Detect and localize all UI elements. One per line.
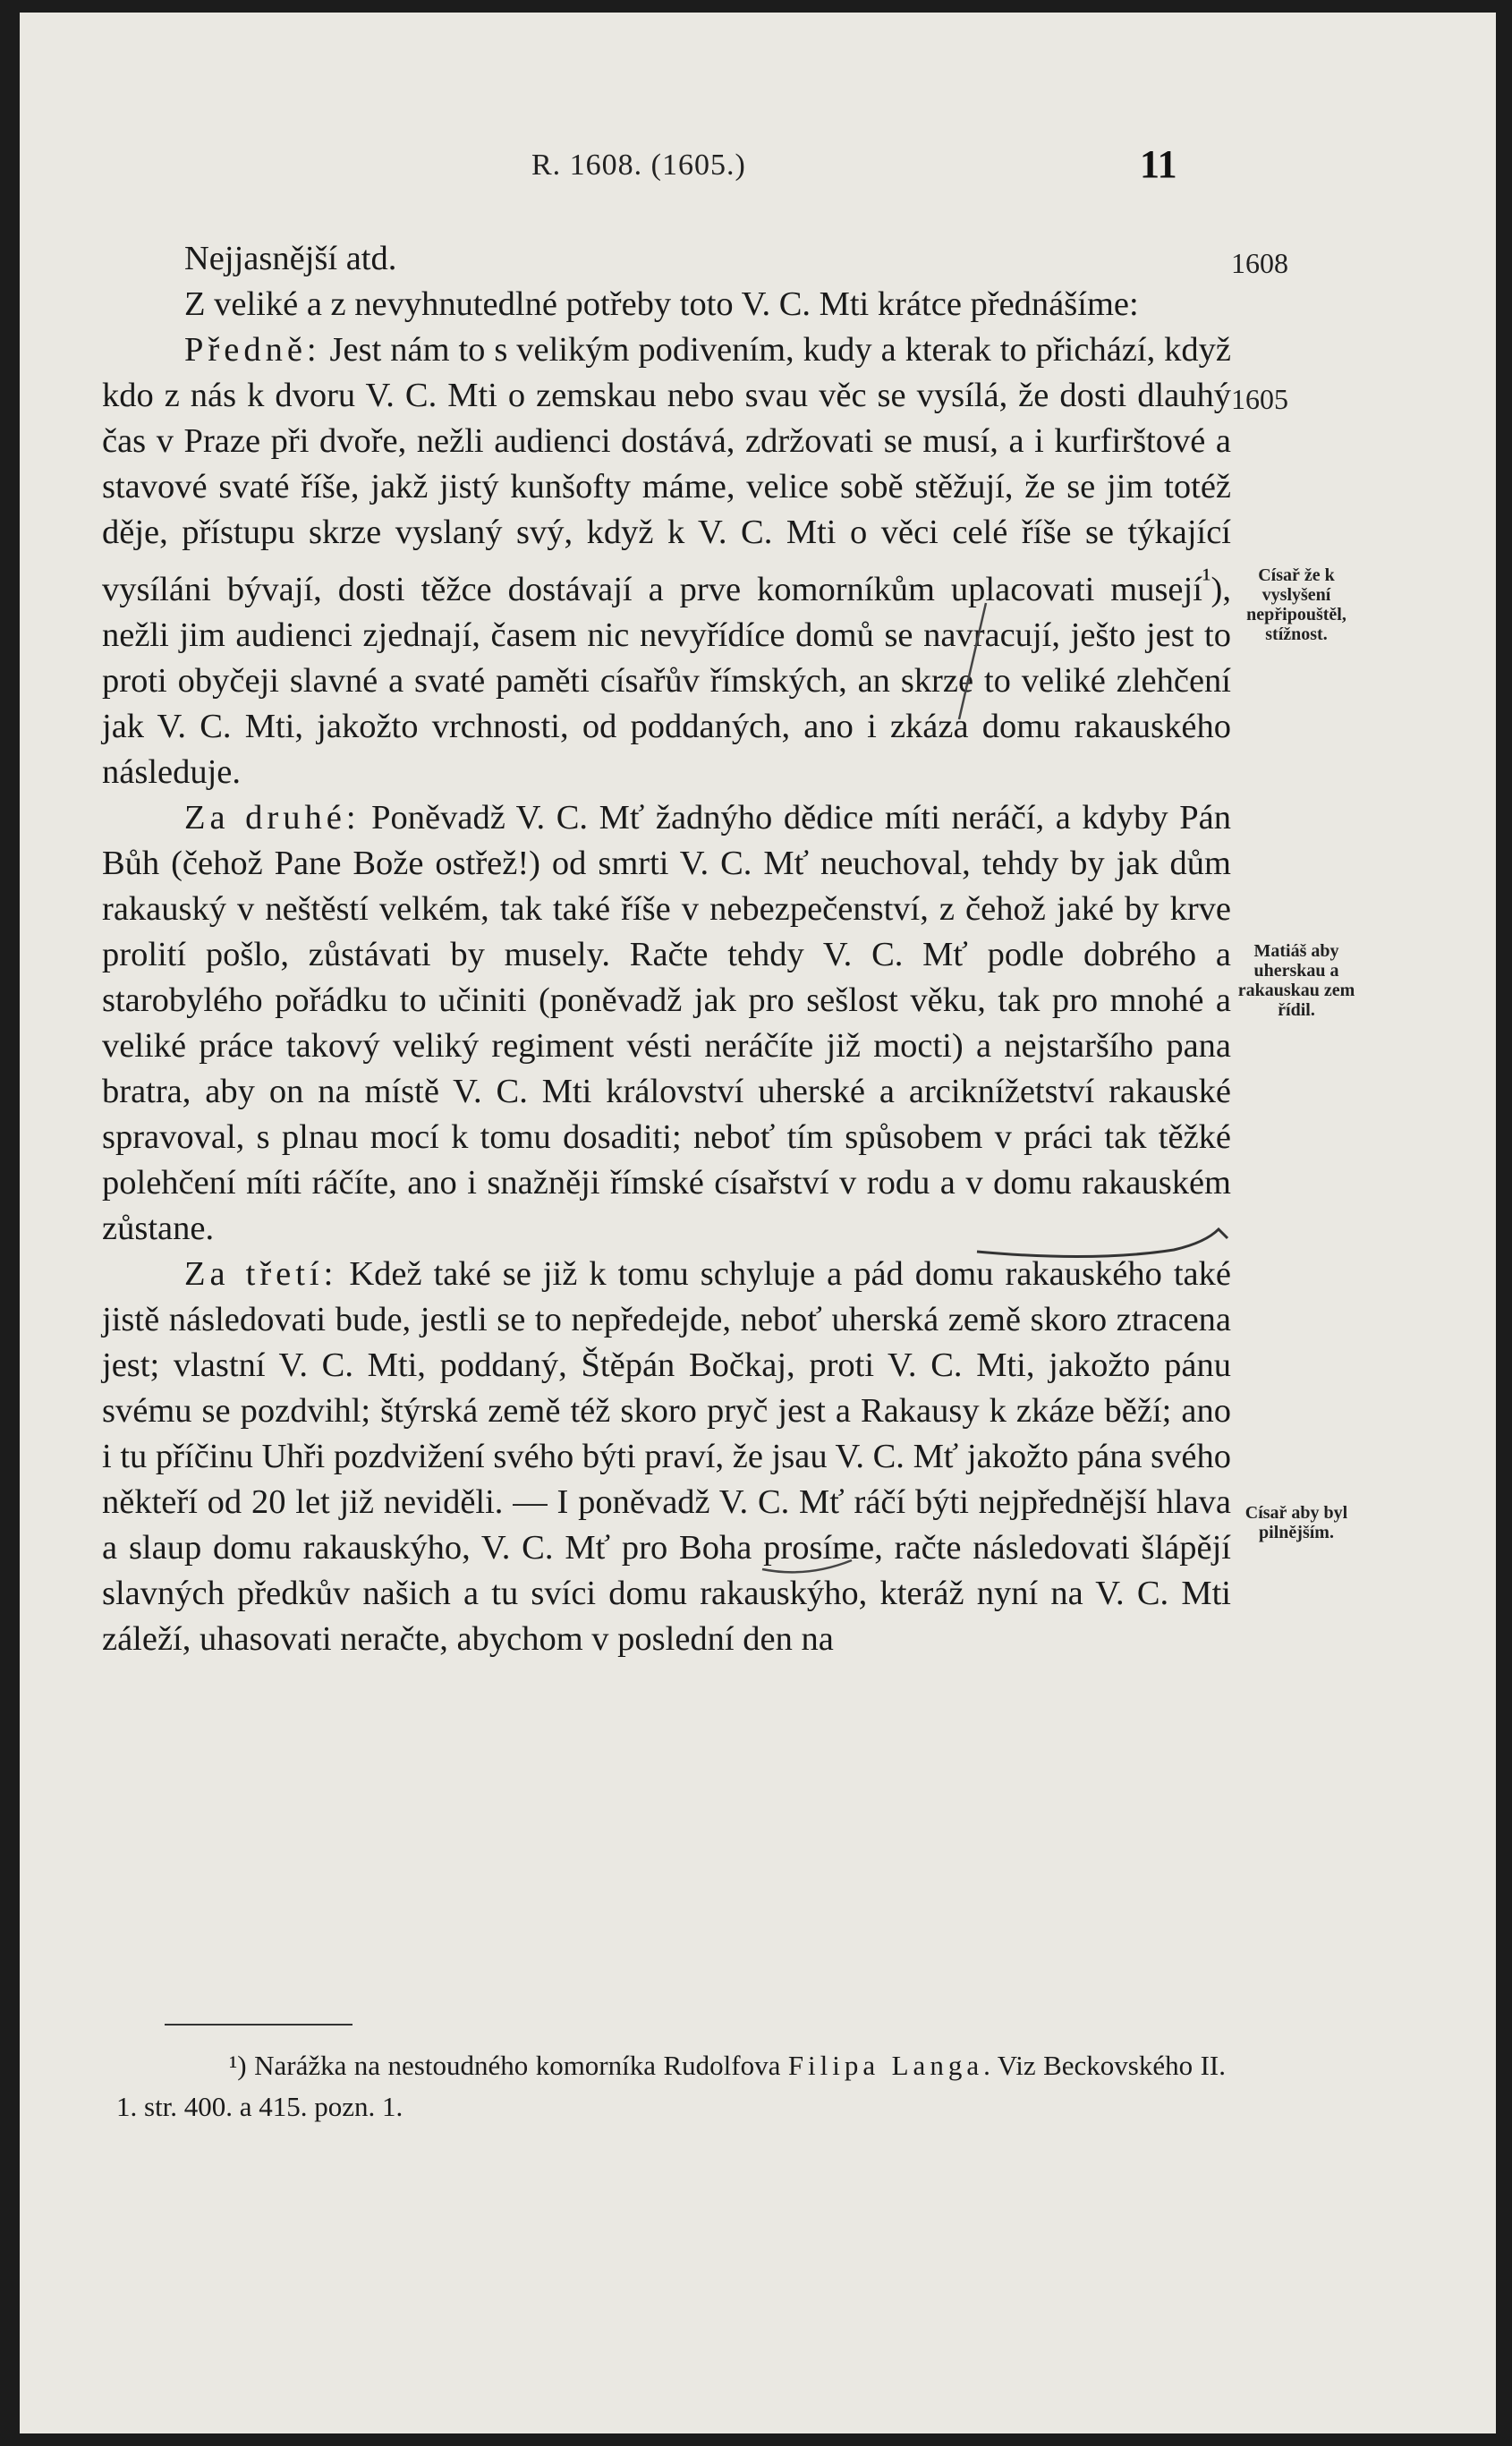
- margin-year-1605: 1605: [1231, 383, 1288, 415]
- paragraph-second-text: Poněvadž V. C. Mť žadnýho dědice míti neráčí, a kdyby Pán Bůh (čehož Pane Bože ostřež!) od smrti V. C. Mť neuchoval, tehdy by jak dům rakauský v neštěstí velkém, tak také říše v nebezpečenství, z čehož jaké by krve prolití pošlo, zůstávati by musely. Račte tehdy V. C. Mť podle dobrého a starobylého pořádku to učiniti (poněvadž jak pro sešlost věku, tak pro mnohé a veliké práce takový veliký regiment vésti neráčíte již mocti) a nejstaršího pana bratra, aby on na místě V. C. Mti království uherské a arciknížetství rakauské spravoval, s plnau mocí k tomu dosaditi; neboť tím spůsobem v práci tak těžké polehčení míti ráčíte, ano i snažněji římské císařství v rodu a v domu rakauském zůstane.: [102, 798, 1231, 1247]
- paragraph-third: [102, 1252, 1231, 1662]
- footnote-text-a: Narážka na nestoudného komorníka Rudolfova: [254, 2050, 788, 2081]
- document-page: [20, 13, 1496, 2433]
- paragraph-intro: Z veliké a z nevyhnutedlné potřeby toto V. C. Mti krátce přednášíme:: [184, 285, 1139, 323]
- paragraph-second-lead: Za druhé:: [184, 798, 361, 837]
- paragraph-second: [102, 795, 1231, 1252]
- paragraph-third-lead: Za třetí:: [184, 1254, 338, 1293]
- margin-year-1608: 1608: [1231, 247, 1288, 279]
- margin-note-matthias: Matiáš aby uherskau a rakauskau zem řídil.: [1237, 941, 1355, 1020]
- footnote-divider: [165, 2024, 353, 2026]
- main-text: [102, 236, 1231, 1662]
- footnote-name: Filipa Langa: [787, 2050, 984, 2081]
- footnote-reference[interactable]: ¹: [1202, 562, 1211, 594]
- running-title: R. 1608. (1605.): [531, 149, 746, 182]
- paragraph-first-text: Jest nám to s velikým podivením, kudy a kterak to přichází, když kdo z nás k dvoru V. C. Mti o zemskau nebo svau věc se vysílá, že dosti dlauhý čas v Praze při dvoře, nežli audienci dostává, zdržovati se musí, a i kurfirštové a stavové svaté říše, jakž jistý kunšofty máme, velice sobě stěžují, že se jim totéž děje, přístupu skrze vyslaný svý, když k V. C. Mti o věci celé říše se týkající vysíláni bývají, dosti těžce dostávají a prve komorníkům uplacovati musejí: [102, 331, 1231, 608]
- margin-note-audience: Císař že k vyslyšení nepřipouštěl, stížnost.: [1246, 565, 1346, 644]
- paragraph-third-text: Kdež také se již k tomu schyluje a pád domu rakauského také jistě následovati bude, jestli se to nepředejde, neboť uherská země skoro ztracena jest; vlastní V. C. Mti, poddaný, Štěpán Bočkaj, proti V. C. Mti, jakožto pánu svému se pozdvihl; štýrská země též skoro pryč jest a Rakausy k zkáze běží; ano i tu příčinu Uhři pozdvižení svého býti praví, že jsau V. C. Mť jakožto pána svého někteří od 20 let již neviděli. — I poněvadž V. C. Mť ráčí býti nejpřednější hlava a slaup domu rakauskýho, V. C. Mť pro Boha prosíme, račte následovati šlápějí slavných předkův našich a tu svíci domu rakauskýho, kteráž nyní na V. C. Mti záleží, uhasovati neračte, abychom v poslední den na: [102, 1254, 1231, 1658]
- paragraph-first-tail: ), nežli jim audienci zjednají, časem nic nevyřídíce domů se navracují, ješto jest to proti obyčeji slavné a svaté paměti císařův římských, an skrze to veliké zlehčení jak V. C. Mti, jakožto vrchnosti, od poddaných, ano i zkáza domu rakauského následuje.: [102, 570, 1231, 791]
- paragraph-first-lead: Předně:: [184, 331, 321, 369]
- page-number: 11: [1140, 142, 1177, 186]
- page-header: [20, 142, 1496, 202]
- footnote: [116, 2045, 1226, 2128]
- paragraph-first: [102, 327, 1231, 795]
- salutation: Nejjasnější atd.: [184, 240, 397, 277]
- footnote-text-b: . Viz Beckovského II. 1. str. 400. a 415. pozn. 1.: [116, 2050, 1226, 2122]
- margin-note-emperor: Císař aby byl pilnějším.: [1244, 1503, 1348, 1542]
- footnote-marker: ¹): [229, 2050, 255, 2081]
